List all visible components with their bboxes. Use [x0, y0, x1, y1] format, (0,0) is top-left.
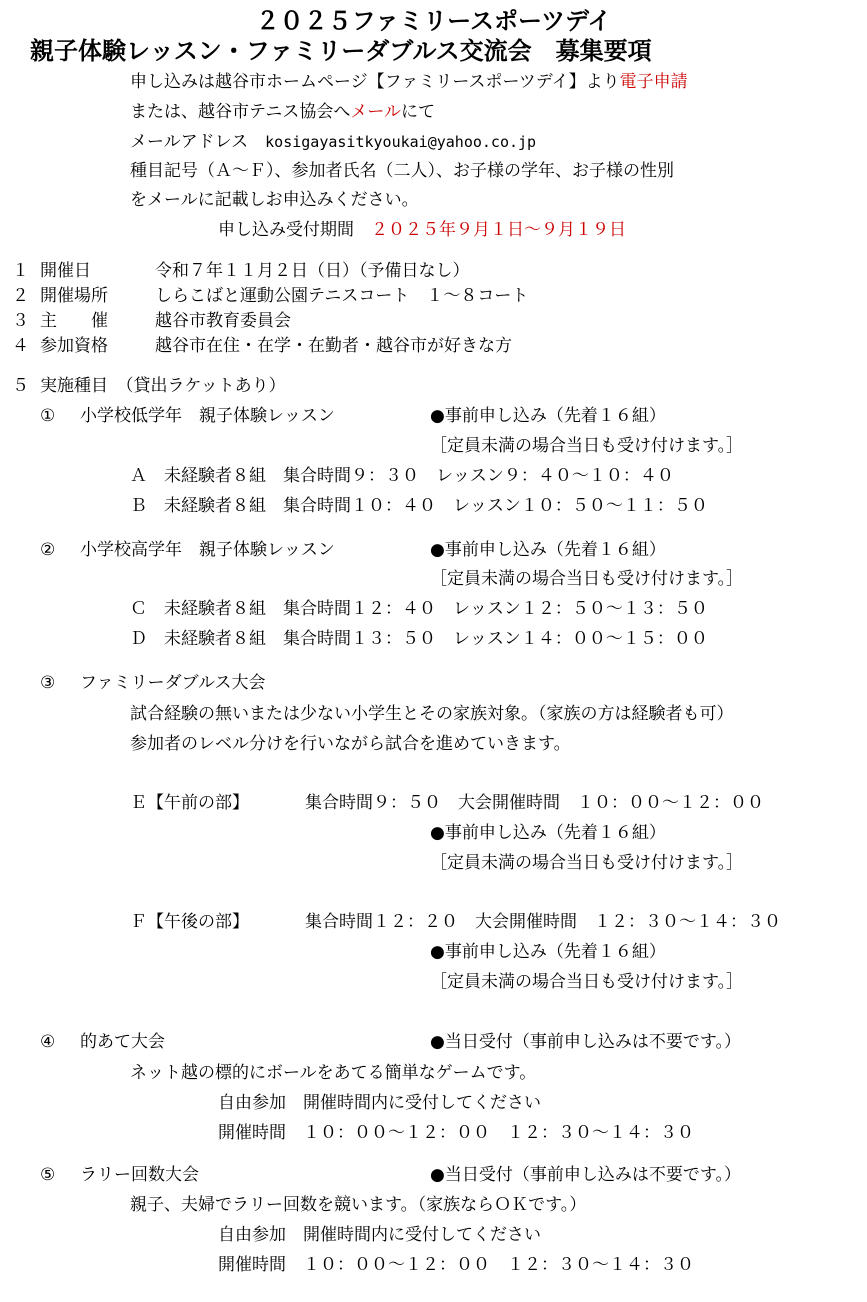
- info-label-host: 主 催: [40, 311, 108, 331]
- event-3f-sameday-ok: ［定員未満の場合当日も受け付けます。］: [430, 972, 744, 992]
- period-value: ２０２５年９月１日～９月１９日: [371, 220, 626, 240]
- event-5-desc: 親子、夫婦でラリー回数を競います。（家族ならＯＫです。）: [130, 1195, 587, 1215]
- event-5-number: ⑤: [40, 1165, 56, 1185]
- info-value-date: 令和７年１１月２日（日）（予備日なし）: [155, 261, 470, 281]
- info-value-host: 越谷市教育委員会: [155, 311, 291, 331]
- event-4-title: 的あて大会: [80, 1032, 165, 1052]
- event-3-course-f-time: 集合時間１２：２０ 大会開催時間 １２：３０～１４：３０: [305, 912, 781, 932]
- event-1-sameday-ok: ［定員未満の場合当日も受け付けます。］: [430, 436, 744, 456]
- intro-line-1: 申し込みは越谷市ホームページ【ファミリースポーツデイ】より電子申請: [130, 72, 688, 92]
- event-2-course-c: Ｃ 未経験者８組 集合時間１２：４０ レッスン１２：５０～１３：５０: [130, 599, 708, 619]
- event-4-sameday: ●当日受付（事前申し込みは不要です。）: [430, 1032, 741, 1052]
- event-3f-advance: ●事前申し込み（先着１６組）: [430, 942, 666, 962]
- event-3e-sameday-ok: ［定員未満の場合当日も受け付けます。］: [430, 853, 744, 873]
- event-5-title: ラリー回数大会: [80, 1165, 199, 1185]
- section-5-title: 実施種目 （貸出ラケットあり）: [40, 376, 286, 396]
- info-label-date: 開催日: [40, 261, 91, 281]
- intro-line-2: または、越谷市テニス協会へメールにて: [130, 102, 435, 122]
- event-1-title: 小学校低学年 親子体験レッスン: [80, 406, 335, 426]
- event-5-hours: 開催時間 １０：００～１２：００ １２：３０～１４：３０: [218, 1255, 694, 1275]
- info-number-3: ３: [12, 311, 29, 331]
- info-number-1: １: [12, 261, 29, 281]
- intro-line-5: をメールに記載しお申込みください。: [130, 190, 419, 210]
- event-2-title: 小学校高学年 親子体験レッスン: [80, 540, 335, 560]
- event-3-course-e-time: 集合時間９：５０ 大会開催時間 １０：００～１２：００: [305, 793, 764, 813]
- info-label-venue: 開催場所: [40, 286, 108, 306]
- event-1-course-b: Ｂ 未経験者８組 集合時間１０：４０ レッスン１０：５０～１１：５０: [130, 496, 708, 516]
- event-4-desc: ネット越の標的にボールをあてる簡単なゲームです。: [130, 1063, 537, 1083]
- event-3-course-f-label: Ｆ【午後の部】: [130, 912, 249, 932]
- info-value-venue: しらこばと運動公園テニスコート １～８コート: [155, 286, 529, 306]
- page-subtitle: 親子体験レッスン・ファミリーダブルス交流会 募集要項: [30, 36, 652, 65]
- mail-address[interactable]: kosigayasitkyoukai@yahoo.co.jp: [265, 133, 537, 151]
- event-3e-advance: ●事前申し込み（先着１６組）: [430, 823, 666, 843]
- event-4-number: ④: [40, 1032, 56, 1052]
- application-period: 申し込み受付期間 ２０２５年９月１日～９月１９日: [218, 220, 626, 240]
- event-4-hours: 開催時間 １０：００～１２：００ １２：３０～１４：３０: [218, 1123, 694, 1143]
- event-3-course-e-label: Ｅ【午前の部】: [130, 793, 249, 813]
- event-2-advance: ●事前申し込み（先着１６組）: [430, 540, 666, 560]
- info-number-2: ２: [12, 286, 29, 306]
- event-3-desc-2: 参加者のレベル分けを行いながら試合を進めていきます。: [130, 734, 571, 754]
- info-label-eligibility: 参加資格: [40, 336, 108, 356]
- event-4-free: 自由参加 開催時間内に受付してください: [218, 1093, 541, 1113]
- mail-line: メールアドレス kosigayasitkyoukai@yahoo.co.jp: [130, 132, 537, 152]
- event-2-sameday-ok: ［定員未満の場合当日も受け付けます。］: [430, 569, 744, 589]
- event-1-course-a: Ａ 未経験者８組 集合時間９：３０ レッスン９：４０～１０：４０: [130, 466, 674, 486]
- section-5-number: ５: [12, 376, 29, 396]
- e-application-highlight: 電子申請: [619, 72, 688, 92]
- mail-highlight: メール: [350, 102, 401, 122]
- info-value-eligibility: 越谷市在住・在学・在勤者・越谷市が好きな方: [155, 336, 512, 356]
- event-3-title: ファミリーダブルス大会: [80, 673, 266, 693]
- event-1-advance: ●事前申し込み（先着１６組）: [430, 406, 666, 426]
- page-title: ２０２５ファミリースポーツデイ: [255, 6, 612, 35]
- event-1-number: ①: [40, 406, 56, 426]
- event-3-desc-1: 試合経験の無いまたは少ない小学生とその家族対象。（家族の方は経験者も可）: [130, 704, 734, 724]
- intro-line-4: 種目記号（Ａ～Ｆ）、参加者氏名（二人）、お子様の学年、お子様の性別: [130, 161, 674, 181]
- event-3-number: ③: [40, 673, 56, 693]
- event-5-free: 自由参加 開催時間内に受付してください: [218, 1225, 541, 1245]
- info-number-4: ４: [12, 336, 29, 356]
- event-2-course-d: Ｄ 未経験者８組 集合時間１３：５０ レッスン１４：００～１５：００: [130, 629, 708, 649]
- event-5-sameday: ●当日受付（事前申し込みは不要です。）: [430, 1165, 741, 1185]
- event-2-number: ②: [40, 540, 56, 560]
